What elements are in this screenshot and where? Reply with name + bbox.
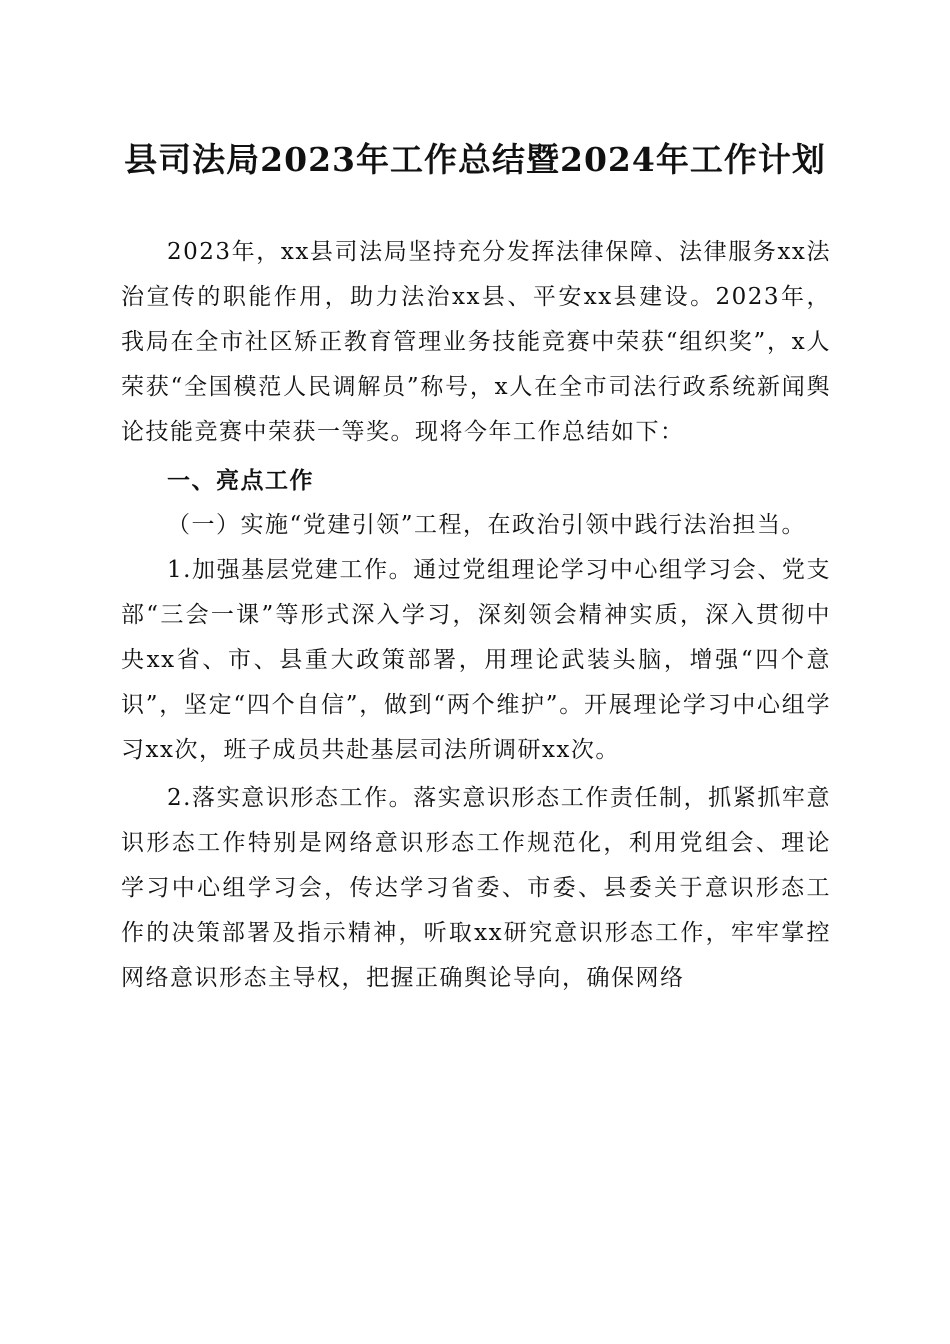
paragraph-grassroots-party-building: 1.加强基层党建工作。通过党组理论学习中心组学习会、党支部“三会一课”等形式深入学习，深刻领会精神实质，深入贯彻中央xx省、市、县重大政策部署，用理论武装头脑，增强“四个意识”，坚定“四个自信”，做到“两个维护”。开展理论学习中心组学习xx次，班子成员共赴基层司法所调研xx次。 (121, 557, 831, 763)
intro-paragraph: 2023年，xx县司法局坚持充分发挥法律保障、法律服务xx法治宣传的职能作用，助力法治xx县、平安xx县建设。2023年，我局在全市社区矫正教育管理业务技能竞赛中荣获“组织奖”，x人荣获“全国模范人民调解员”称号，x人在全市司法行政系统新闻舆论技能竞赛中荣获一等奖。现将今年工作总结如下： (121, 239, 831, 445)
subsection-heading-party-building: （一）实施“党建引领”工程，在政治引领中践行法治担当。 (167, 512, 807, 538)
section-heading-highlights: 一、亮点工作 (167, 467, 314, 494)
document-body (121, 230, 831, 1001)
document-title: 县司法局2023年工作总结暨2024年工作计划 (124, 140, 826, 179)
paragraph-ideology-work: 2.落实意识形态工作。落实意识形态工作责任制，抓紧抓牢意识形态工作特别是网络意识形态工作规范化，利用党组会、理论学习中心组学习会，传达学习省委、市委、县委关于意识形态工作的决策部署及指示精神，听取xx研究意识形态工作，牢牢掌控网络意识形态主导权，把握正确舆论导向，确保网络 (121, 785, 831, 991)
